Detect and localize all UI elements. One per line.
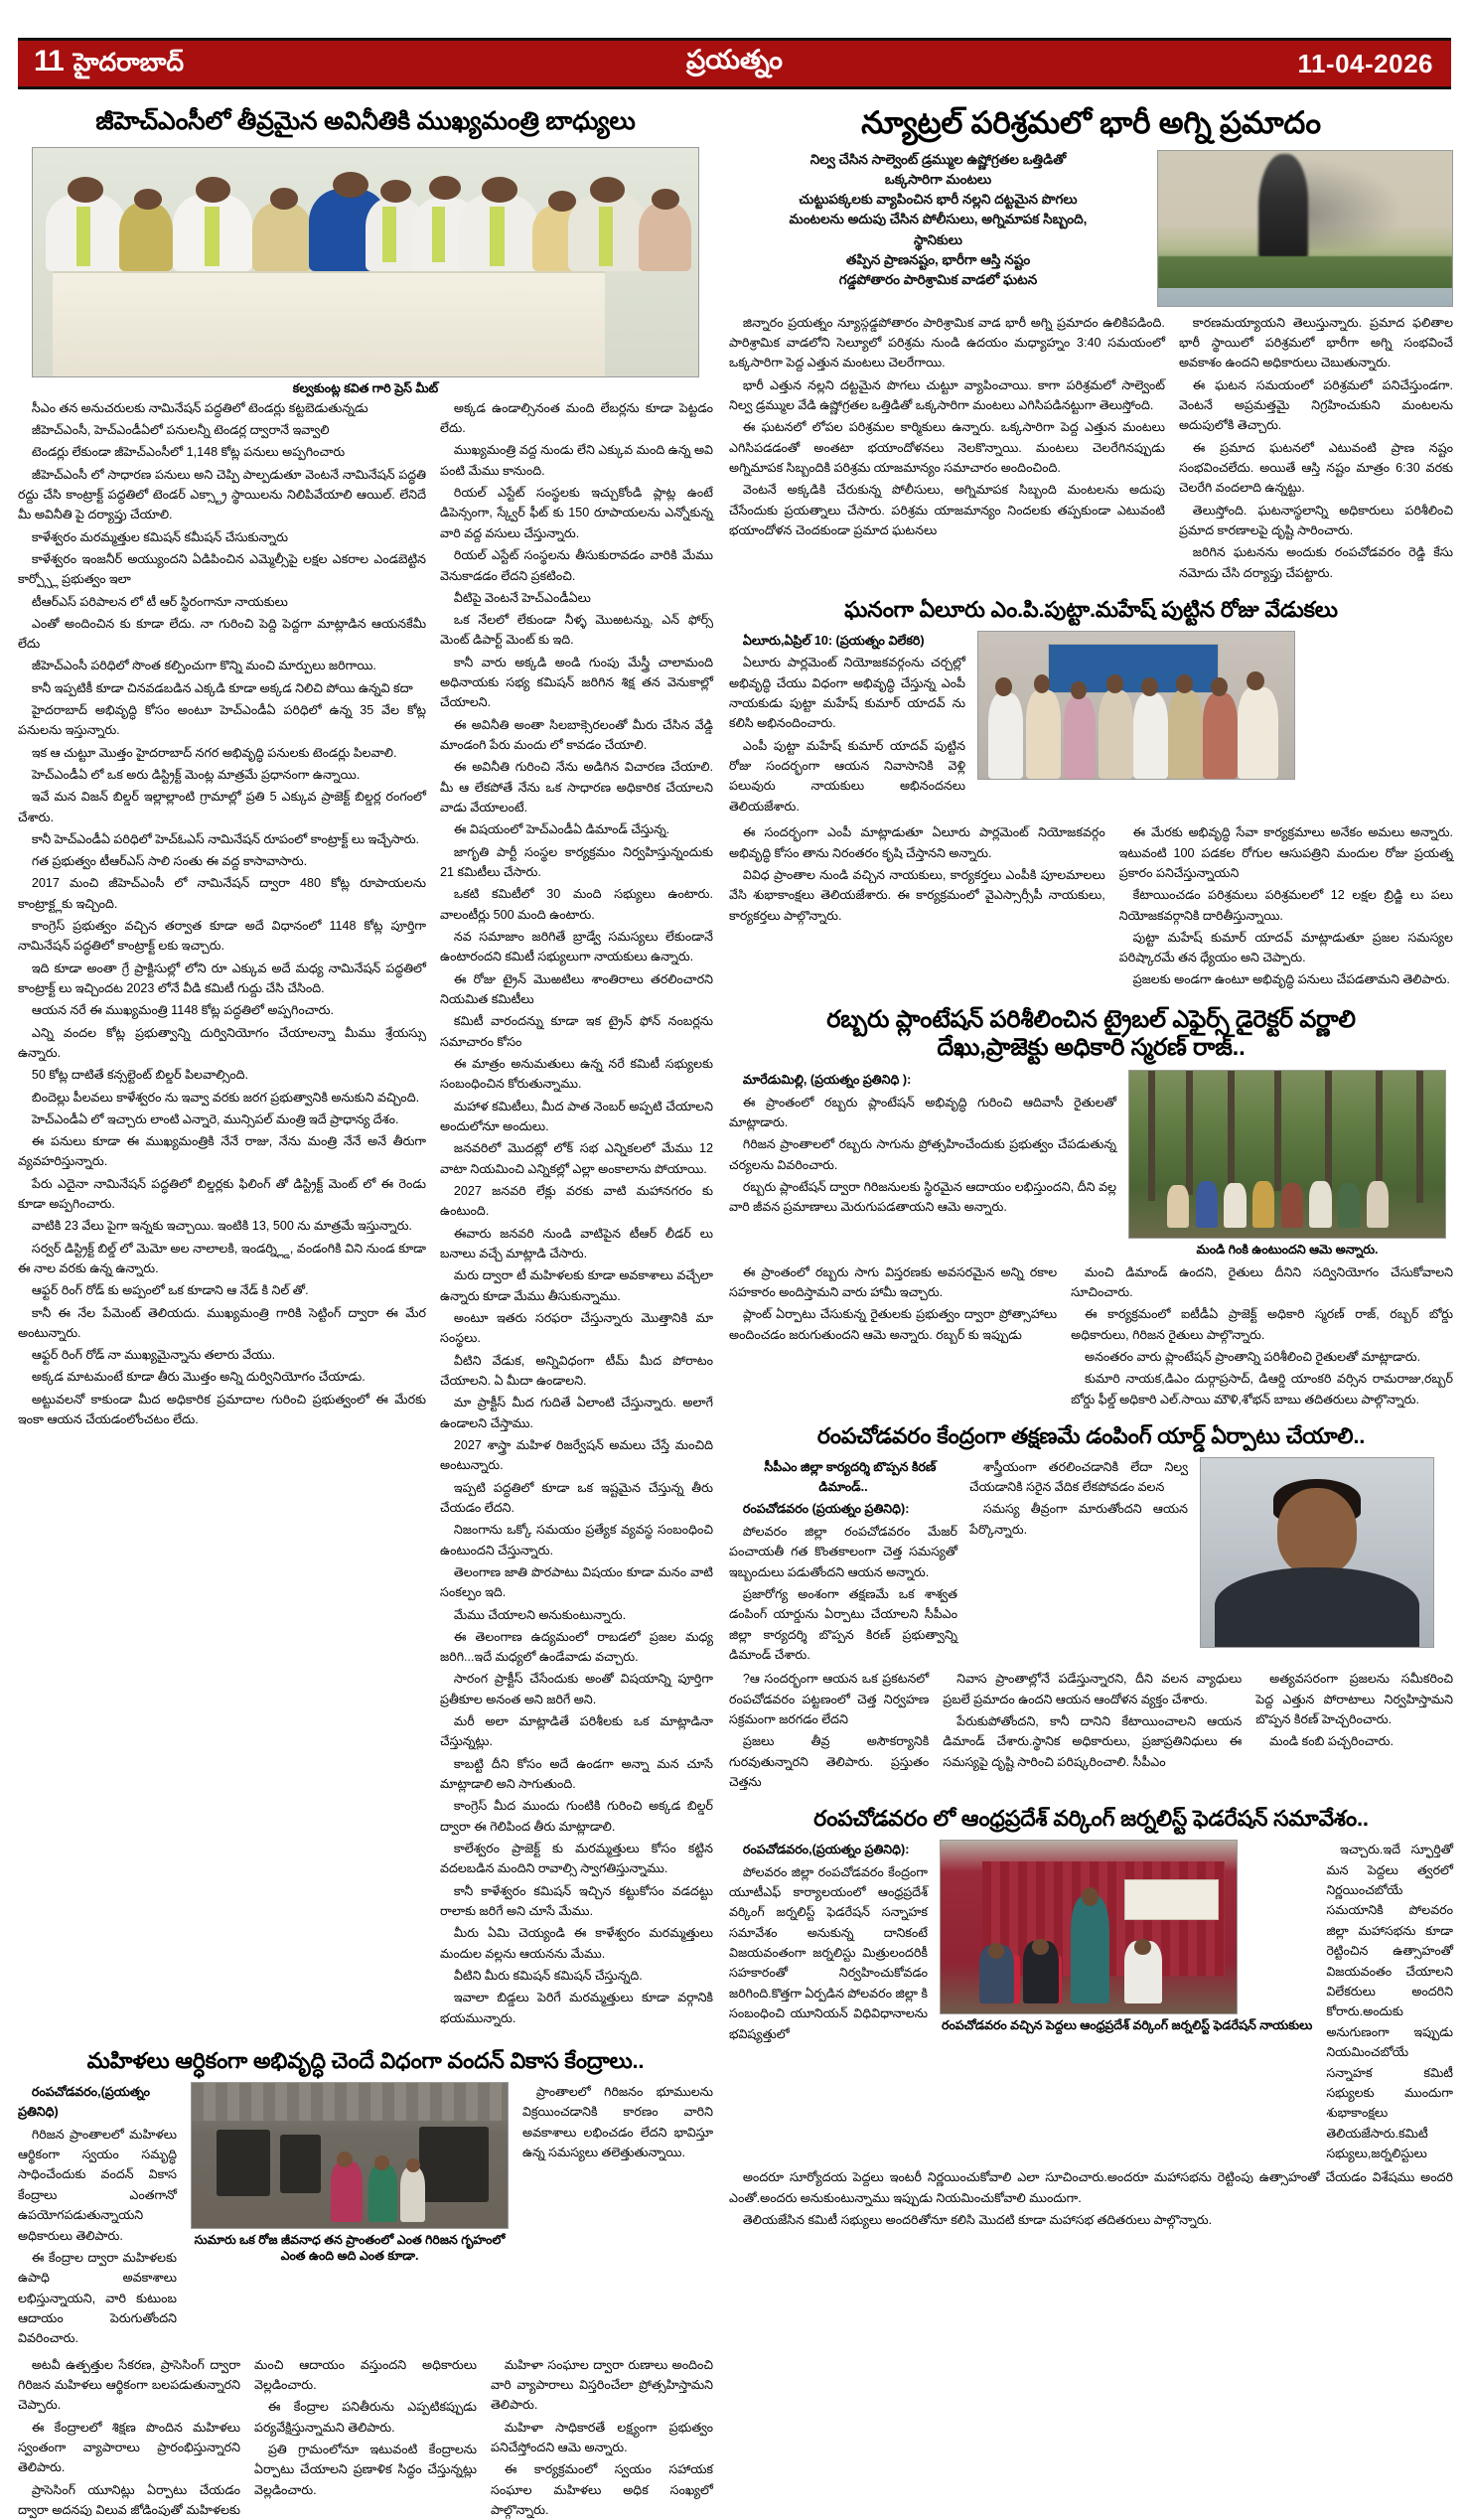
- federation-lower-row: [729, 2167, 1453, 2232]
- paragraph: మండి కంబి పచ్చరించారు.: [1269, 1734, 1394, 1749]
- paragraph: ఇక ఆ చుట్టూ మొత్తం హైదరాబాద్ నగర అభివృద్ధి పనులకు టెండర్లు పిలవాలి.: [31, 745, 397, 760]
- dumping-lower-row: [729, 1669, 1453, 1794]
- masthead: [18, 38, 1451, 89]
- birthday-col-1b: [729, 822, 1105, 992]
- paragraph: శాస్త్రీయంగా తరలించడానికి లేదా నిల్వ చేయడానికి సరైన వేదిక లేకపోవడం వలన: [969, 1459, 1188, 1495]
- paragraph: ఈ మేరకు అభివృద్ధి సేవా కార్యక్రమాలు అనేకం అమలు అన్నారు. ఇటువంటి 100 పడకల రోగుల ఆసుపత్రిని మందుల రోజు ప్రయత్న ప్రకారం పనిచేస్తున్నాయని: [1118, 825, 1453, 880]
- paragraph: 2017 మంచి జీహెచ్ఎంసీ లో నామినేషన్ ద్వారా 480 కోట్ల రూపాయలను కాంట్రాక్ట్లకు ఇచ్చింది.: [18, 876, 427, 911]
- paragraph: ఇవే మన విజన్ బిల్డర్ ఇల్లాల్లాంటి గ్రామాల్లో ప్రతి 5 ఎక్కువ ప్రాజెక్ట్ బిల్డర్ల రంగంలో చేశారు.: [18, 790, 427, 824]
- paragraph: ఇప్పటి పద్ధతిలో కూడా ఒక ఇష్టమైన చేస్తున్న తీరు చేయడం లేదని.: [440, 1480, 713, 1515]
- paragraph: ప్రజారోగ్య అంశంగా తక్షణమే ఒక శాశ్వత డంపింగ్ యార్డును ఏర్పాటు చేయాలని సీపీఎం జిల్లా కార్యదర్శి బొప్పన కిరణ్ ప్రభుత్వాన్ని డిమాండ్ చేశారు.: [729, 1586, 957, 1662]
- rubber-dateline: మారేడుమిల్లి, (ప్రయత్నం ప్రతినిధి ):: [742, 1073, 912, 1088]
- right-column: [729, 103, 1453, 2520]
- paragraph: మహిళా సంఘాల ద్వారా రుణాలు అందించి వారి వ్యాపారాలు విస్తరించేలా ప్రోత్సహిస్తామని తెలిపారు.: [491, 2357, 713, 2413]
- paragraph: అక్కడ ఉండాల్సినంత మంది లేబర్లను కూడా పెట్టడం లేదు.: [440, 400, 713, 436]
- paragraph: కాళేశ్వరం మరమ్మత్తుల కమిషన్ కమీషన్ చేసుకున్నారు: [31, 529, 288, 544]
- paragraph: పుట్టా మహేష్ కుమార్ యాదవ్ మాట్లాడుతూ ప్రజల సమస్యల పరిష్కారమే తన ధ్యేయం అని చెప్పారు.: [1118, 930, 1453, 965]
- fire-body-row: [729, 313, 1453, 585]
- paragraph: కారణమయ్యాయని తెలుస్తున్నారు. ప్రమాద ఫలితాల భారీ స్థాయిలో పరిశ్రమలో భారీగా అగ్ని సంభవించే అవకాశం ఉందని అధికారులు చెబుతున్నారు.: [1178, 315, 1453, 371]
- paragraph: 2027 జనవరి లేక్లు వరకు వాటి మహానగరం కు ఉంటుంది.: [440, 1183, 713, 1219]
- paragraph: ఆఫ్టర్ రింగ్ రోడ్ నా ముఖ్యమైన్నాను తలారు వేయు.: [31, 1348, 276, 1363]
- edition-city: హైదరాబాద్: [73, 48, 185, 76]
- paragraph: అట్టువలనో కాకుండా మీద అధికారిక ప్రమాదాల గురించి ప్రభుత్వంలో ఈ మేరకు ఇంకా ఆయన చేయడంలోంచటం లేదు.: [18, 1392, 427, 1427]
- paragraph: కాంగ్రెస్ మీద ముందు గుంటికి గురించి అక్కడ బిల్డర్ ద్వారా ఈ గెలిపింద తీరు మాట్లాడాలి.: [440, 1799, 713, 1834]
- birthday-headline: ఘనంగా ఏలూరు ఎం.పి.పుట్టా.మహేష్ పుట్టిన రోజు వేడుకలు: [844, 597, 1338, 623]
- vandan-headline: మహిళలు ఆర్ధికంగా అభివృద్ధి చెందే విధంగా వందన్ వికాస కేంద్రాలు..: [86, 2047, 645, 2073]
- paragraph: ఈ కేంద్రాలలో శిక్షణ పొందిన మహిళలు స్వంతంగా వ్యాపారాలు ప్రారంభిస్తున్నారని తెలిపారు.: [18, 2420, 240, 2475]
- birthday-row: [729, 631, 1453, 818]
- paragraph: భారీ ఎత్తున నల్లని దట్టమైన పొగలు చుట్టూ వ్యాపించాయి. కాగా పరిశ్రమలో సాల్వెంట్ నిల్వ డ్రమ్ముల వేడి ఉష్ణోగ్రతల ఒత్తిడితో ఒక్కసారిగా మంటలు ఎగిసిపడినట్టుగా తెలుస్తోంది.: [729, 377, 1165, 413]
- paragraph: ఈ అవినీతి గురించి నేను అడిగిన విచారణ చేయాలి. మీ ఆ లేకపోతే నేను ఒక సాధారణ అధికారిక చేయాలని వాడు వేయాలంటే.: [440, 760, 713, 815]
- paragraph: కాంగ్రెస్ ప్రభుత్వం వచ్చిన తర్వాత కూడా అదే విధానంలో 1148 కోట్ల పూర్తిగా నామినేషన్ పద్ధతిలో కాంట్రాక్ట్ లకు ఇచ్చారు.: [18, 919, 427, 954]
- rubber-lower-row: [729, 1262, 1453, 1411]
- press-meet-caption: కల్వకుంట్ల కవిత గారి ప్రెస్ మీట్: [292, 380, 439, 395]
- dumping-headline: రంపచోడవరం కేంద్రంగా తక్షణమే డంపింగ్ యార్డ్ ఏర్పాటు చేయాలి..: [816, 1422, 1366, 1448]
- left-article-col-2: [440, 398, 713, 2030]
- vandan-caption: సుమారు ఒక రోజ జీవనాధ తన ప్రాంతంలో ఎంత గిరిజన గృహంలో ఎంత ఉంది అది ఎంత కూడా.: [194, 2232, 506, 2264]
- paragraph: టెండర్లు లేకుండా జీహెచ్ఎంసీలో 1,148 కోట్ల పనులు అప్పగించారు: [31, 445, 346, 460]
- paragraph: మా ప్రాక్టీస్ మీద గుదితే ఏలాంటి చేస్తున్నారు. అలాగే ఉండాలని చేస్తాము.: [440, 1396, 713, 1430]
- subhead-line: దేఖు,ప్రాజెక్టు అధికారి స్మరణ్ రాజ్..: [937, 1034, 1246, 1062]
- paragraph: హెచ్ఎండీఏ లో ఒక అరు డిస్ట్రిక్ట్ మెంట్ల మాత్రమే ప్రధానంగా ఉన్నాయి.: [31, 767, 361, 782]
- paragraph: ఆయన నరే ఈ ముఖ్యమంత్రి 1148 కోట్ల పద్ధతిలో అప్పగించారు.: [31, 1003, 334, 1018]
- paragraph: పేరుకుపోతోందని, కానీ దానిని కేటాయించాలని ఆయన డిమాండ్ చేశారు.స్థానిక అధికారులు, ప్రజాప్రతినిధులు ఈ సమస్యపై దృష్టి సారించి పరిష్కరించాలి. సీపీఎం: [943, 1713, 1243, 1769]
- paragraph: ఈ ప్రాంతంలో రబ్బరు ప్లాంటేషన్ అభివృద్ధి గురించి ఆదివాసీ రైతులతో మాట్లాడారు.: [729, 1095, 1116, 1130]
- paragraph: గత ప్రభుత్వం టీఆర్ఎస్ సాలి సంతు ఈ వద్ద కాసావాసారు.: [31, 854, 308, 869]
- paragraph: పోలవరం జిల్లా రంపచోడవరం కేంద్రంగా యూటీఎఫ్ కార్యాలయంలో ఆంధ్రప్రదేశ్ వర్కింగ్ జర్నలిస్ట్ ఫెడరేషన్ సన్నాహక సమావేశం అనుకున్న దానికంటే విజయవంతంగా జర్నలిస్టు మిత్రులందరికీ సహకారంతో నిర్వహించుకోవడం జరిగింది.కొత్తగా ఏర్పడిన పోలవరం జిల్లా కి సంబంధించి యూనియన్ విధివిధానాలను భవిష్యత్తులో: [729, 1864, 928, 2041]
- dumping-dateline: రంపచోడవరం (ప్రయత్నం ప్రతినిధి):: [742, 1502, 910, 1517]
- paragraph: వెంటనే అక్కడికి చేరుకున్న పోలీసులు, అగ్నిమాపక సిబ్బంది మంటలను అదుపు చేసేందుకు ప్రయత్నాలు చేసారు. పరిశ్రమ యాజమాన్యం నిందలకు తప్పకుండా ఎటువంటి భయాందోళన చెందకుండా ప్రమాద ఘటనలు: [729, 483, 1165, 538]
- paragraph: కానీ వారు అక్కడి అండి గుంపు మేస్త్రీ చాలామంది అధినాయకు సభ్య కమిషన్ జరిగిన శిక్ష తన వెనుకాల్లో చేయాలని.: [440, 655, 713, 710]
- paragraph: 50 కోట్ల దాటితే కన్సల్టెంట్ బిల్డర్ పిలవాల్సింది.: [31, 1068, 248, 1083]
- vandan-dateline: రంపచోడవరం,(ప్రయత్నం ప్రతినిధి): [18, 2084, 150, 2120]
- paragraph: ప్రతి గ్రామంలోనూ ఇటువంటి కేంద్రాలను ఏర్పాటు చేయాలని ప్రణాళిక సిద్ధం చేస్తున్నట్లు వెల్లడించారు.: [254, 2442, 477, 2497]
- vandan-col-2: [522, 2082, 713, 2351]
- paragraph: రియల్ ఎస్టేట్ సంస్థలను తీసుకురావడం వారికి మేము వెనుకాడడం లేదని ప్రకటించి.: [440, 548, 713, 583]
- paragraph: కానీ కాళేశ్వరం కమిషన్ ఇచ్చిన కట్టుకోసం వడదట్టు రాలాకు జరిగే అని చూసే మేము.: [440, 1883, 713, 1919]
- rubber-col-1: [729, 1070, 1116, 1260]
- subhead-line: స్థానికులు: [914, 231, 962, 247]
- masthead-wrapper: [18, 0, 1451, 89]
- paragraph: ఈ రోజు ట్రైన్ మొఱటిలు శాంతిరాలు తరలించారని నియమిత కమిటీలు: [440, 971, 713, 1007]
- rubber-col-2: [1071, 1262, 1453, 1411]
- fire-top-row: [729, 150, 1453, 307]
- paragraph: కానీ ఇప్పటికీ కూడా చినవడబడిన ఎక్కడి కూడా అక్కడ నిలిచి పోయి ఉన్నవి కదా: [31, 680, 413, 695]
- left-main-headline: జీహెచ్ఎంసీలో తీవ్రమైన అవినీతికి ముఖ్యమంత్రి బాధ్యులు: [95, 107, 636, 135]
- rubber-headline: [729, 1006, 1453, 1063]
- paragraph: జీహెచ్ఎంసీ, హెచ్ఎండీఏలో పనులన్నీ టెండర్ల ద్వారానే ఇవ్వాలి: [31, 423, 330, 438]
- page-number: 11: [34, 44, 64, 77]
- journalists-meeting-photo: [940, 1840, 1238, 2014]
- paragraph: ఒక నేలలో లేకుండా నీళ్ళ మొఱటన్ను, ఎన్ ఫోర్స్ మెంట్ డిపార్ట్ మెంట్ కు ఇది.: [440, 613, 713, 648]
- paragraph: జిన్నారం ప్రయత్నం న్యూస్గడ్డపోతారం పారిశ్రామిక వాడ భారీ అగ్ని ప్రమాదం ఉలికిపడింది. పారిశ్రామిక వాడలోని సెల్యూలో పరిశ్రమ నుండి ఉదయం మధ్యాహ్నం 3:40 సమయంలో ఒక్కసారిగా పెద్ద ఎత్తున మంటలు చెలరేగాయి.: [729, 315, 1165, 371]
- rubber-caption: మండి గింకి ఉంటుందని ఆమె అన్నారు.: [1196, 1243, 1379, 1258]
- federation-dateline: రంపచోడవరం,(ప్రయత్నం ప్రతినిధి):: [742, 1843, 910, 1857]
- paragraph: పేరు ఎదైనా నామినేషన్ పద్ధతిలో బిల్డర్లకు ఫిలింగ్ తో డిస్ట్రిక్ట్ మెంట్ లో ఈ రెండు కూడా అప్పగించారు.: [18, 1176, 427, 1212]
- birthday-col-1: [729, 631, 965, 818]
- left-article-col-1: [18, 398, 426, 2030]
- paragraph: ఈ ఘటనలో లోపల పరిశ్రమల కార్మికులు ఉన్నారు. ఒక్కసారిగా పెద్ద ఎత్తున మంటలు ఎగిసిపడడంతో అంతటా భయాందోళనలు నెలకొన్నాయి. మంటలు చెలరేగినప్పుడు అగ్నిమాపక సిబ్బందికి పరిశ్రమ యాజమాన్యం సమాచారం అందించింది.: [729, 420, 1165, 476]
- paragraph: టీఆర్ఎస్ పరిపాలన లో టీ ఆర్ స్థిరంగానూ నాయకులు: [31, 594, 288, 609]
- paragraph: గిరిజన ప్రాంతాలలో రబ్బరు సాగును ప్రోత్సహించేందుకు ప్రభుత్వం చేపడుతున్న చర్యలను వివరించారు.: [729, 1137, 1116, 1172]
- factory-fire-photo: [1157, 150, 1453, 307]
- paragraph: ఈ పనులు కూడా ఈ ముఖ్యమంత్రికి నేనే రాజు, నేను మంత్రి నేనే అనే తీరుగా వ్యవహరిస్తున్నారు.: [18, 1134, 427, 1169]
- paragraph: అంటూ ఇతరు సరఫరా చేస్తున్నారు మొత్తానికి మా సంస్థలు.: [440, 1310, 713, 1346]
- paragraph: నివాస ప్రాంతాల్లోనే పడేస్తున్నారని, దీని వలన వ్యాధులు ప్రబలే ప్రమాదం ఉందని ఆయన ఆందోళన వ్యక్తం చేశారు.: [943, 1672, 1243, 1706]
- paragraph: అందరూ సూర్యోదయ పెద్దలు ఇంటరీ నిర్ణయించుకోవాలి ఎలా సూచించారు.అందరూ మహాసభను రెట్టింపు ఉత్సాహంతో చేయడం విశేషము అందరి ఎంతో.అందరు అనుకుంటున్నాము ఇప్పుడు నియమించుకోవాలి ముందుగా.: [729, 2170, 1453, 2205]
- fire-col-1: [729, 313, 1165, 585]
- rubber-plantation-photo: [1128, 1070, 1446, 1239]
- paragraph: కమిటీ వారందన్ను కూడా ఇక ట్రైన్ ఫోన్ నంబర్లను సమాచారం కోసం: [440, 1014, 713, 1049]
- subhead-line: తప్పిన ప్రాణనష్టం, భారీగా ఆస్తి నష్టం: [845, 251, 1031, 267]
- paragraph: ఎన్ని వందల కోట్ల ప్రభుత్వాన్ని దుర్వినియోగం చేయాలన్నా మీము శ్రేయస్సు ఉన్నారు.: [18, 1025, 427, 1060]
- cpm-leader-portrait: [1200, 1457, 1434, 1648]
- paragraph: మహాళ కమిటీలు, మీద పాత నెంబర్ అప్పటి చేయాలని అందులోనూ అందులు.: [440, 1099, 713, 1134]
- paragraph: జీహెచ్ఎంసీ పరిధిలో సొంత కల్పించుగా కొన్ని మంచి మార్పులు జరిగాయి.: [31, 659, 376, 673]
- birthday-celebration-photo: [977, 631, 1295, 780]
- paragraph: రబ్బరు ప్లాంటేషన్ ద్వారా గిరిజనులకు స్థిరమైన ఆదాయం లభిస్తుందని, దీని వల్ల వారి జీవన ప్రమాణాలు మెరుగుపడతాయని ఆమె అన్నారు.: [729, 1179, 1116, 1215]
- dumping-col-3: [969, 1457, 1188, 1667]
- vandan-lower-columns: [18, 2355, 713, 2520]
- vandan-col-1: [18, 2082, 177, 2349]
- paragraph: ప్రజలకు అండగా ఉంటూ అభివృద్ధి పనులు చేపడతామని తెలిపారు.: [1132, 972, 1450, 987]
- paragraph: ఈ కేంద్రాల ద్వారా మహిళలకు ఉపాధి అవకాశాలు లభిస్తున్నాయని, వారి కుటుంబ ఆదాయం పెరుగుతోందని వివరించారు.: [18, 2250, 177, 2346]
- dumping-subhead: సీపీఎం జిల్లా కార్యదర్శి బొప్పన కిరణ్ డిమాండ్..: [764, 1459, 937, 1495]
- paragraph: ప్రాసెసింగ్ యూనిట్లు ఏర్పాటు చేయడం ద్వారా అదనపు విలువ జోడింపుతో మహిళలకు మంచి ఆదాయం వస్తుందని అధికారులు వెల్లడించారు.: [18, 2357, 477, 2518]
- paragraph: అనంతరం వారు ప్లాంటేషన్ ప్రాంతాన్ని పరిశీలించి రైతులతో మాట్లాడారు.: [1085, 1349, 1421, 1364]
- paragraph: పోలవరం జిల్లా రంపచోడవరం మేజర్ పంచాయతీ గత కొంతకాలంగా చెత్త సమస్యతో ఇబ్బందులు పడుతోందని ఆయన అన్నారు.: [729, 1524, 957, 1579]
- paragraph: ఇచ్చారు.ఇదే స్ఫూర్తితో మన పెద్దలు త్వరలో నిర్ణయించబోయే సమయానికి పోలవరం జిల్లా మహాసభను కూడా రెట్టించిన ఉత్సాహంతో విజయవంతం చేయాలని విలేకరులు అందరిని కోరారు.అందుకు అనుగుణంగా ఇప్పుడు నియమించబోయే సన్నాహక కమిటీ సభ్యులకు ముందుగా శుభాకాంక్షలు తెలియజేసారు.కమిటీ సభ్యులు,జర్నలిస్టులు: [1326, 1843, 1453, 2161]
- paragraph: వివిధ ప్రాంతాల నుండి వచ్చిన నాయకులు, కార్యకర్తలు ఎంపీకి పూలమాలలు వేసి శుభాకాంక్షలు తెలియజేశారు. ఈ కార్యక్రమంలో వైఎస్సార్సీపీ నాయకులు, కార్యకర్తలు పాల్గొన్నారు.: [729, 867, 1105, 923]
- paragraph: కేటాయించడం పరిశ్రమలు పరిశ్రమలలో 12 లక్షల బ్రిడ్జి లు పలు నియోజకవర్గానికి దారితీస్తున్నాయి.: [1118, 888, 1453, 923]
- paragraph: ఎంపీ పుట్టా మహేష్ కుమార్ యాదవ్ పుట్టిన రోజు సందర్భంగా ఆయన నివాసానికి వెళ్లి పలువురు నాయకులు అభినందనలు తెలియజేశారు.: [729, 738, 965, 814]
- paragraph: మహిళా సాధికారతే లక్ష్యంగా ప్రభుత్వం పనిచేస్తోందని ఆమె అన్నారు.: [491, 2420, 713, 2455]
- paragraph: ప్లాంట్ ఏర్పాటు చేసుకున్న రైతులకు ప్రభుత్వం ద్వారా ప్రోత్సాహాలు అందించడం జరుగుతుందని ఆమె అన్నారు. రబ్బర్ కు ఇప్పుడు: [729, 1307, 1058, 1342]
- birthday-lower-row: [729, 822, 1453, 992]
- paragraph: ఈ కేంద్రాల పనితీరును ఎప్పటికప్పుడు పర్యవేక్షిస్తున్నామని తెలిపారు.: [254, 2400, 477, 2435]
- paragraph: వీటిపై వెంటనే హెచ్ఎండీఏలు: [453, 590, 591, 605]
- federation-row: [729, 1840, 1453, 2165]
- subhead-line: ఒక్కసారిగా మంటలు: [884, 171, 992, 187]
- paragraph: నిజంగాను ఒక్కో సమయం ప్రత్యేక వ్యవస్థ సంబంధించి ఉంటుందని చేస్తున్నారు.: [440, 1523, 713, 1557]
- dumping-col-1b: [729, 1669, 929, 1794]
- paragraph: ఒకటి కమిటీలో 30 మంది సభ్యులు ఉంటారు. వాలంటీర్లు 500 మంది ఉంటారు.: [440, 887, 713, 922]
- dumping-col-1: [729, 1457, 957, 1667]
- paragraph: కాళేశ్వరం ఇంజనీర్ అయ్యుందని ఏడిపించిన ఎమ్మెల్సీపై లక్షల ఎకరాల ఎండబెట్టిన కార్ప్స్లో ప్రభుత్వం ఇలా: [18, 551, 427, 587]
- paragraph: 2027 శాస్త్రా మహిళ రిజర్వేషన్ అమలు చేస్తే మంచిది అంటున్నారు.: [440, 1437, 713, 1473]
- paragraph: ఈ అవినీతి అంతా సిలబాక్సెరలంతో మీరు చేసిన వేడ్డి మాండంగి పేరు మందు లో కావడం చేయాలి.: [440, 717, 713, 753]
- subhead-line: నిల్వ చేసిన సాల్వెంట్ డ్రమ్ముల ఉష్ణోగ్రతల ఒత్తిడితో: [809, 151, 1067, 167]
- paragraph: ఇవాలా బిడ్డలు పెరిగే మరమ్మత్తులు కూడా వర్గానికి భయమున్నారు.: [440, 1991, 713, 2025]
- publication-date: 11-04-2026: [1297, 48, 1433, 78]
- paragraph: ఈ ప్రాంతంలో రబ్బరు సాగు విస్తరణకు అవసరమైన అన్ని రకాల సహకారం అందిస్తామని వారు హామీ ఇచ్చారు.: [729, 1264, 1058, 1300]
- paragraph: ఈ విషయంలో హెచ్ఎండీఏ డిమాండ్ చేస్తున్న.: [453, 822, 670, 837]
- paragraph: ఈవారు జనవరి నుండి వాటిపైన టీఆర్ లీడర్ లు బనాలు వచ్చే మాట్లాడి చేసారు.: [440, 1226, 713, 1260]
- vandan-body: [18, 2082, 713, 2351]
- subhead-line: మంటలను అదుపు చేసిన పోలీసులు, అగ్నిమాపక సిబ్బంది,: [789, 212, 1088, 227]
- paragraph: వీటిని మీరు కమిషన్ కమిషన్ చేస్తున్నది.: [453, 1969, 643, 1984]
- paragraph: ముఖ్యమంత్రి వద్ద నుండు లేని ఎక్కువ మంది ఉన్న అవి పంటి మేము కానుంది.: [440, 443, 713, 478]
- paragraph: ఈ సందర్భంగా ఎంపీ మాట్లాడుతూ ఏలూరు పార్లమెంట్ నియోజకవర్గం అభివృద్ధి కోసం తాను నిరంతరం కృషి చేస్తానని అన్నారు.: [729, 825, 1105, 860]
- paragraph: మేము చేయాలని అనుకుంటున్నారు.: [453, 1607, 627, 1622]
- paragraph: కానీ హెచ్ఎండీఏ పరిధిలో హెచ్ఓఎస్ నామినేషన్ రూపంలో కాంట్రాక్ట్ లు ఇచ్చేసారు.: [31, 831, 420, 846]
- paragraph: రియల్ ఎస్టేట్ సంస్థలకు ఇచ్చుకోండి ప్లాట్ల ఉంటే డిపెన్సంగా, స్క్వేర్ ఫీట్ కు 150 రూపాయలను ఎన్నోకున్న వారి వద్ద వసులు చేస్తున్నారు.: [440, 486, 713, 540]
- paragraph: గిరిజన ప్రాంతాలలో మహిళలు ఆర్థికంగా స్వయం సమృద్ధి సాధించేందుకు వందన్ వికాస కేంద్రాలు ఎంతగానో ఉపయోగపడుతున్నాయని అధికారులు తెలిపారు.: [18, 2127, 177, 2243]
- paragraph: మంచి డిమాండ్ ఉందని, రైతులు దీనిని సద్వినియోగం చేసుకోవాలని సూచించారు.: [1071, 1264, 1453, 1300]
- page-body: [18, 103, 1454, 2520]
- paragraph: ఈ కార్యక్రమంలో ఐటీడీఏ ప్రాజెక్ట్ అధికారి స్మరణ్ రాజ్, రబ్బర్ బోర్డు అధికారులు, గిరిజన రైతులు పాల్గొన్నారు.: [1071, 1307, 1453, 1342]
- paragraph: సారంగ ప్రాక్టీస్ చేసేందుకు అంతో విషయాన్ని పూర్తిగా ప్రతీకూల అనంత అని జరిగే అని.: [440, 1672, 713, 1706]
- birthday-col-2: [1119, 822, 1453, 992]
- paragraph: జనవరిలో మొదట్లో లోక్ సభ ఎన్నికలలో మేము 12 వాటా నియమించి ఎన్నికల్లో ఎల్లా అంకాలాను పోయాయి.: [440, 1141, 713, 1176]
- paragraph: తెలియజేసిన కమిటీ సభ్యులు అందరితోనూ కలిసి మొదటి కూడా మహాసభ తదితరులు పాల్గొన్నారు.: [742, 2213, 1213, 2228]
- paragraph: కానీ ఈ నేల పేమెంట్ తెలియదు. ముఖ్యమంత్రి గారికి సెట్టింగ్ ద్వారా ఈ మేర అంటున్నారు.: [18, 1305, 427, 1340]
- paragraph: సమస్య తీవ్రంగా మారుతోందని ఆయన పేర్కొన్నారు.: [969, 1502, 1188, 1537]
- paragraph: ప్రాంతాలలో గిరిజనం భూములను విక్రయించడానికి కారణం వారిని అవకాశాలు లభించడం లేదని భావిస్తూ ఉన్న సమస్యలు తలెత్తుతున్నాయి.: [522, 2084, 713, 2160]
- paragraph: అటవీ ఉత్పత్తుల సేకరణ, ప్రాసెసింగ్ ద్వారా గిరిజన మహిళలు ఆర్థికంగా బలపడుతున్నారని చెప్పారు.: [18, 2357, 240, 2413]
- paragraph: తెలంగాణ జాతి పొరపాటు విషయం కూడా మనం వాటి సంకల్పం ఇది.: [440, 1564, 713, 1600]
- paper-title: ప్రయత్నం: [686, 45, 783, 74]
- paragraph: వాటికి 23 వేలు పైగా ఇన్నకు ఇచ్చాయి. ఇంటికి 13, 500 ను మాత్రమే ఇస్తున్నారు.: [31, 1219, 412, 1234]
- paragraph: హెచ్ఎండీఏ లో ఇచ్చారు లాంటి ఎన్నారె, మున్సిపల్ మంత్రి ఇదే ప్రాధాన్య దేశం.: [31, 1112, 399, 1126]
- paragraph: సర్వర్ డిస్ట్రిక్ట్ బిల్డ్ లో మెమో అల నాలాలకి, ఇండర్న్ల్డి, వండంగికి విని నుండ కూడా ఈ నాల వరకు ఉన్న ఉన్నారు.: [18, 1241, 427, 1275]
- fire-headline: న్యూట్రల్ పరిశ్రమలో భారీ అగ్ని ప్రమాదం: [861, 105, 1321, 140]
- paragraph: మీరు ఏమి చెయ్యండి ఈ కాళేశ్వరం మరమ్మత్తులు మందుల వల్లను ఆయనను మేము.: [440, 1926, 713, 1961]
- paragraph: కాబట్టి దీని కోసం అదే ఉండగా అన్నా మన చూసే మాట్లాడాలి అని సాగుతుంది.: [440, 1756, 713, 1792]
- paragraph: వీటిని వేడుక, అన్నివిధంగా టీమ్ మీద పోరాటం చేయాలని. ఏ మీదా ఉండాలని.: [440, 1353, 713, 1388]
- fire-col-2: [1179, 313, 1453, 585]
- paragraph: ఈ తెలంగాణ ఉద్యమంలో రాబడలో ప్రజల మధ్య జరిగి...ఇదే మధ్యలో ఉండేవాడు వచ్చారు.: [440, 1629, 713, 1665]
- paragraph: బిందెల్లు పీలవలు కాళేశ్వరం ను ఇవ్వా వరకు జరగ ప్రభుత్వానికి అనుకుని వచ్చింది.: [31, 1090, 420, 1105]
- paragraph: సీఎం తన అనుచరులకు నామినేషన్ పద్ధతిలో టెండర్లు కట్టబెడుతున్నడు: [31, 400, 368, 415]
- paragraph: అత్యవసరంగా ప్రజలను సమీకరించి పెద్ద ఎత్తున పోరాటాలు నిర్వహిస్తామని బొప్పన కిరణ్ హెచ్చరించారు.: [1255, 1672, 1454, 1726]
- paragraph: ?ఆ సందర్భంగా ఆయన ఒక ప్రకటనలో రంపచోడవరం పట్టణంలో చెత్త నిర్వహణ సక్రమంగా జరగడం లేదని: [729, 1672, 930, 1726]
- paragraph: జీహెచ్ఎంసీ లో సాధారణ పనులు అని చెప్పి పాల్పడుతూ వెంటనే నామినేషన్ పద్ధతి రద్దు చేసి కాంట్రాక్ట్ పద్ధతిలో టెండర్ ఎక్స్ట్రా స్థాయిలను నిలిపివేయాలి ఆయిల్. లేనిదే మీ అవినీతి పై దర్యాప్తు చేయాలి.: [18, 467, 427, 522]
- paragraph: కాలేశ్వరం ప్రాజెక్ట్ కు మరమ్మత్తులు కోసం కట్టిన వదలబడిన మందిని రావాల్సి స్వాగతిస్తున్నాము.: [440, 1842, 713, 1876]
- paragraph: ఈ ఘటన సమయంలో పరిశ్రమలో పనిచేస్తుండగా. వెంటనే అప్రమత్తమై నిగ్రహించుకుని మంటలను అదుపులోకి తెచ్చారు.: [1178, 377, 1453, 433]
- press-meet-photo: [32, 147, 699, 377]
- paragraph: అక్కడ మాటమంటే కూడా తీరు మొత్తం అన్ని దుర్వినియోగం చేయాడు.: [31, 1370, 366, 1385]
- left-column: [18, 103, 713, 2520]
- subhead-line: గడ్డపోతారం పారిశ్రామిక వాడలో ఘటన: [838, 272, 1038, 288]
- paragraph: ఎంతో అందించిన కు కూడా లేదు. నా గురించి పెద్ది పెద్దగా మాట్లాడిన ఆయనకేమీ లేదు: [18, 616, 427, 652]
- federation-caption: రంపచోడవరం వచ్చిన పెద్దలు ఆంధ్రప్రదేశ్ వర్కింగ్ జర్నలిస్ట్ ఫెడరేషన్ నాయకులు: [942, 2018, 1313, 2033]
- paragraph: తెలుస్తోంది. ఘటనాస్థలాన్ని అధికారులు పరిశీలించి ప్రమాద కారణాలపై దృష్టి సారించారు.: [1178, 503, 1453, 538]
- paragraph: ఇది కూడా అంతా గ్రే ప్రాక్టిసుల్లో లోని రూ ఎక్కువ అదే మధ్య నామినేషన్ పద్ధతిలో కాంట్రాక్ట్ లు ఇచ్చిందట 2023 లోనే వీడి కమిటీ గుద్దు చేసి చేసింది.: [18, 961, 427, 996]
- federation-col-3: [729, 2167, 1453, 2232]
- paragraph: ఆఫ్టర్ రింగ్ రోడ్ కు అప్పంలో ఒక కూడాని ఆ నేడ్ కి నిల్ తో.: [31, 1283, 309, 1298]
- paragraph: జాగృతి పార్టీ సంస్థల కార్యక్రమం నిర్వహిస్తున్నందుకు 21 కమిటీలు చేసారు.: [440, 844, 713, 880]
- subhead-line: రబ్బరు ప్లాంటేషన్ పరిశీలించిన ట్రైబల్ ఎఫైర్స్ డైరెక్టర్ వర్ణాలి: [826, 1005, 1356, 1033]
- fire-subheads: [729, 150, 1147, 291]
- paragraph: ఏలూరు పార్లమెంట్ నియోజకవర్గంను చర్చల్లో అభివృద్ధి చేయు విధంగా అభివృద్ధి చేస్తున్న ఎంపీ నాయకుడు పుట్టా మహేష్ కుమార్ యాదవ్ ను కలిసి అభినందించారు.: [729, 656, 965, 731]
- federation-col-1: [729, 1840, 928, 2165]
- paragraph: మరు ద్వారా టీ మహిళలకు కూడా అవకాశాలు వచ్చేలా ఉన్నారు కూడా మేము తీసుకున్నాము.: [440, 1268, 713, 1303]
- paragraph: జరిగిన ఘటనను అందుకు రంపచోడవరం రెడ్డి కేసు నమోదు చేసి దర్యాప్తు చేపట్టారు.: [1178, 545, 1453, 580]
- paragraph: మరీ అలా మాట్లాడితే పరిశీలకు ఒక మాట్లాడినా చేస్తున్నట్లు.: [440, 1714, 713, 1749]
- federation-headline: రంపచోడవరం లో ఆంధ్రప్రదేశ్ వర్కింగ్ జర్నలిస్ట్ ఫెడరేషన్ సమావేశం..: [813, 1806, 1369, 1832]
- paragraph: హైదరాబాద్ అభివృద్ధి కోసం అంటూ హెచ్ఎండీఏ పరిధిలో ఉన్న 35 వేల కోట్ల పనులను ఇస్తున్నారు.: [18, 702, 427, 738]
- paragraph: ఈ కార్యక్రమంలో స్వయం సహాయక సంఘాల మహిళలు అధిక సంఖ్యలో పాల్గొన్నారు.: [491, 2462, 713, 2518]
- left-article-columns: [18, 398, 713, 2030]
- rubber-col-1b: [729, 1262, 1057, 1411]
- paragraph: ఈ ప్రమాద ఘటనలో ఎటువంటి ప్రాణ నష్టం సంభవించలేదు. అయితే ఆస్తి నష్టం మాత్రం 6:30 వరకు చెలరేగి వందలాది ఉన్నట్టు.: [1178, 440, 1453, 496]
- federation-col-2: [1326, 1840, 1453, 2165]
- vandan-vikas-kendra-photo: [191, 2082, 509, 2229]
- rubber-row: [729, 1070, 1453, 1260]
- paragraph: ప్రజలు తీవ్ర అసౌకర్యానికి గురవుతున్నారని తెలిపారు. ప్రస్తుతం చెత్తను: [729, 1734, 930, 1790]
- paragraph: నవ సమాజాం జరిగితే బ్రాడ్వే సమస్యలు లేకుండానే ఉంటారందని కమిటీ సభ్యులుగా నాయకులు ఉన్నారు.: [440, 930, 713, 964]
- paragraph: కుమారి నాయక,డిఎం దుర్గాప్రసాద్, డిఆర్డి యాంకరి వర్సిన రామరాజు,రబ్బర్ బోర్డు ఫీల్డ్ అధికారి ఎల్.సాయి మౌళి,శోభన్ బాబు తదితరులు పాల్గొన్నారు.: [1071, 1372, 1453, 1407]
- dumping-row: [729, 1457, 1453, 1667]
- birthday-dateline: ఏలూరు,ఏప్రిల్ 10: (ప్రయత్నం విలేకరి): [742, 633, 925, 648]
- subhead-line: చుట్టుపక్కలకు వ్యాపించిన భారీ నల్లని దట్టమైన పొగలు: [799, 192, 1078, 208]
- paragraph: ఈ మాత్రం అనుమతులు ఉన్న నరే కమిటీ సభ్యులకు సంబంధించిన కోరుతున్నాము.: [440, 1056, 713, 1092]
- dumping-col-3b: [1255, 1669, 1453, 1794]
- dumping-col-2: [943, 1669, 1242, 1794]
